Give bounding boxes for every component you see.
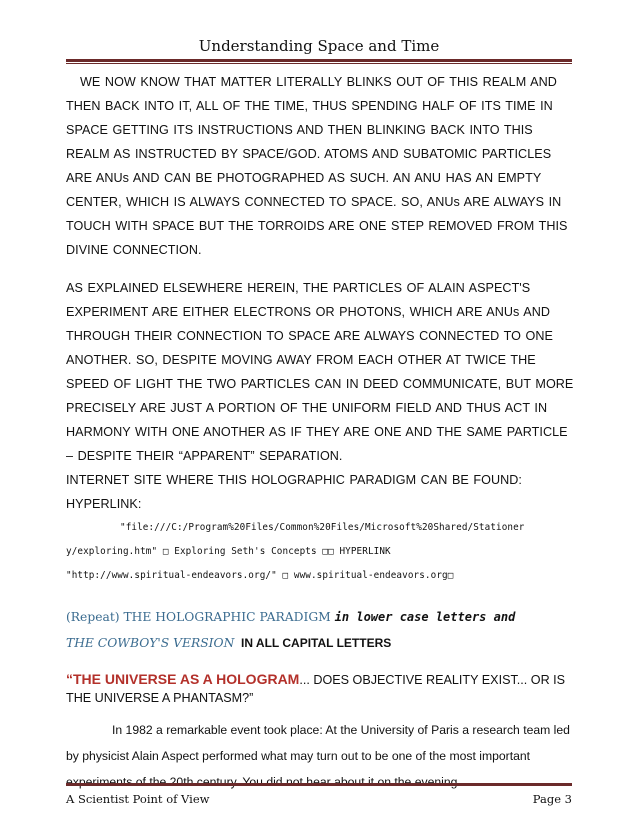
- repeat-label: (Repeat) THE HOLOGRAPHIC PARADIGM: [66, 610, 335, 624]
- paragraph-1982-event: In 1982 a remarkable event took place: At the University of Paris a research team led by physicist Alain Aspect performed what may turn out to be one of the most important experiments of the 20th century. You did not hear about it on the evening: [66, 723, 570, 789]
- hyperlink-line-3[interactable]: "http://www.spiritual-endeavors.org/" □ www.spiritual-endeavors.org□: [66, 570, 454, 581]
- page-number: Page 3: [532, 792, 572, 806]
- and-word: and: [486, 610, 516, 624]
- spacer: [66, 656, 574, 670]
- lower-case-note: in lower case letters: [334, 610, 487, 624]
- universe-heading: [66, 670, 574, 707]
- page-header: Understanding Space and Time: [198, 37, 440, 55]
- spacer: [66, 707, 574, 717]
- cowboy-version-label: THE COWBOY'S VERSION: [66, 636, 235, 650]
- spacer: [66, 588, 574, 604]
- page-footer: [66, 792, 572, 806]
- paragraph-internet-site: INTERNET SITE WHERE THIS HOLOGRAPHIC PARADIGM CAN BE FOUND: HYPERLINK:: [66, 473, 522, 511]
- repeat-heading-line-2: [66, 630, 574, 656]
- header-rule: [66, 59, 572, 62]
- spacer: [66, 262, 574, 276]
- header-rule-thin: [66, 63, 572, 64]
- paragraph-aspect-experiment: AS EXPLAINED ELSEWHERE HEREIN, THE PARTICLES OF ALAIN ASPECT'S EXPERIMENT ARE EITHER ELECTRONS OR PHOTONS, WHICH ARE ANUs AND THROUGH THEIR CONNECTION TO SPACE ARE ALWAYS CONNECTED TO ONE ANOTHER. SO, DESPITE MOVING AWAY FROM EACH OTHER AT TWICE THE SPEED OF LIGHT THE TWO PARTICLES CAN IN DEED COMMUNICATE, BUT MORE PRECISELY ARE JUST A PORTION OF THE UNIFORM FIELD AND THUS ACT IN HARMONY WITH ONE ANOTHER AS IF THEY ARE ONE AND THE SAME PARTICLE – DESPITE THEIR “APPARENT” SEPARATION.: [66, 281, 574, 463]
- universe-heading-rest: ... DOES OBJECTIVE REALITY EXIST... OR IS THE UNIVERSE A PHANTASM?”: [66, 673, 566, 705]
- universe-heading-title: “THE UNIVERSE AS A HOLOGRAM: [66, 671, 300, 687]
- footer-left-text: A Scientist Point of View: [66, 792, 210, 806]
- footer-rule: [66, 783, 572, 786]
- page-content: [66, 70, 574, 795]
- paragraph-matter-blinks: WE NOW KNOW THAT MATTER LITERALLY BLINKS OUT OF THIS REALM AND THEN BACK INTO IT, ALL OF THE TIME, THUS SPENDING HALF OF ITS TIME IN SPACE GETTING ITS INSTRUCTIONS AND THEN BLINKING BACK INTO THIS REALM AS INSTRUCTED BY SPACE/GOD. ATOMS AND SUBATOMIC PARTICLES ARE ANUs AND CAN BE PHOTOGRAPHED AS SUCH. AN ANU HAS AN EMPTY CENTER, WHICH IS ALWAYS CONNECTED TO SPACE. SO, ANUs ARE ALWAYS IN TOUCH WITH SPACE BUT THE TORROIDS ARE ONE STEP REMOVED FROM THIS DIVINE CONNECTION.: [66, 75, 568, 257]
- capital-letters-note: IN ALL CAPITAL LETTERS: [234, 636, 392, 650]
- hyperlink-line-1[interactable]: "file:///C:/Program%20Files/Common%20Files/Microsoft%20Shared/Stationer: [120, 522, 525, 533]
- hyperlink-line-2[interactable]: y/exploring.htm" □ Exploring Seth's Concepts □□ HYPERLINK: [66, 546, 391, 557]
- repeat-heading-line-1: [66, 604, 574, 630]
